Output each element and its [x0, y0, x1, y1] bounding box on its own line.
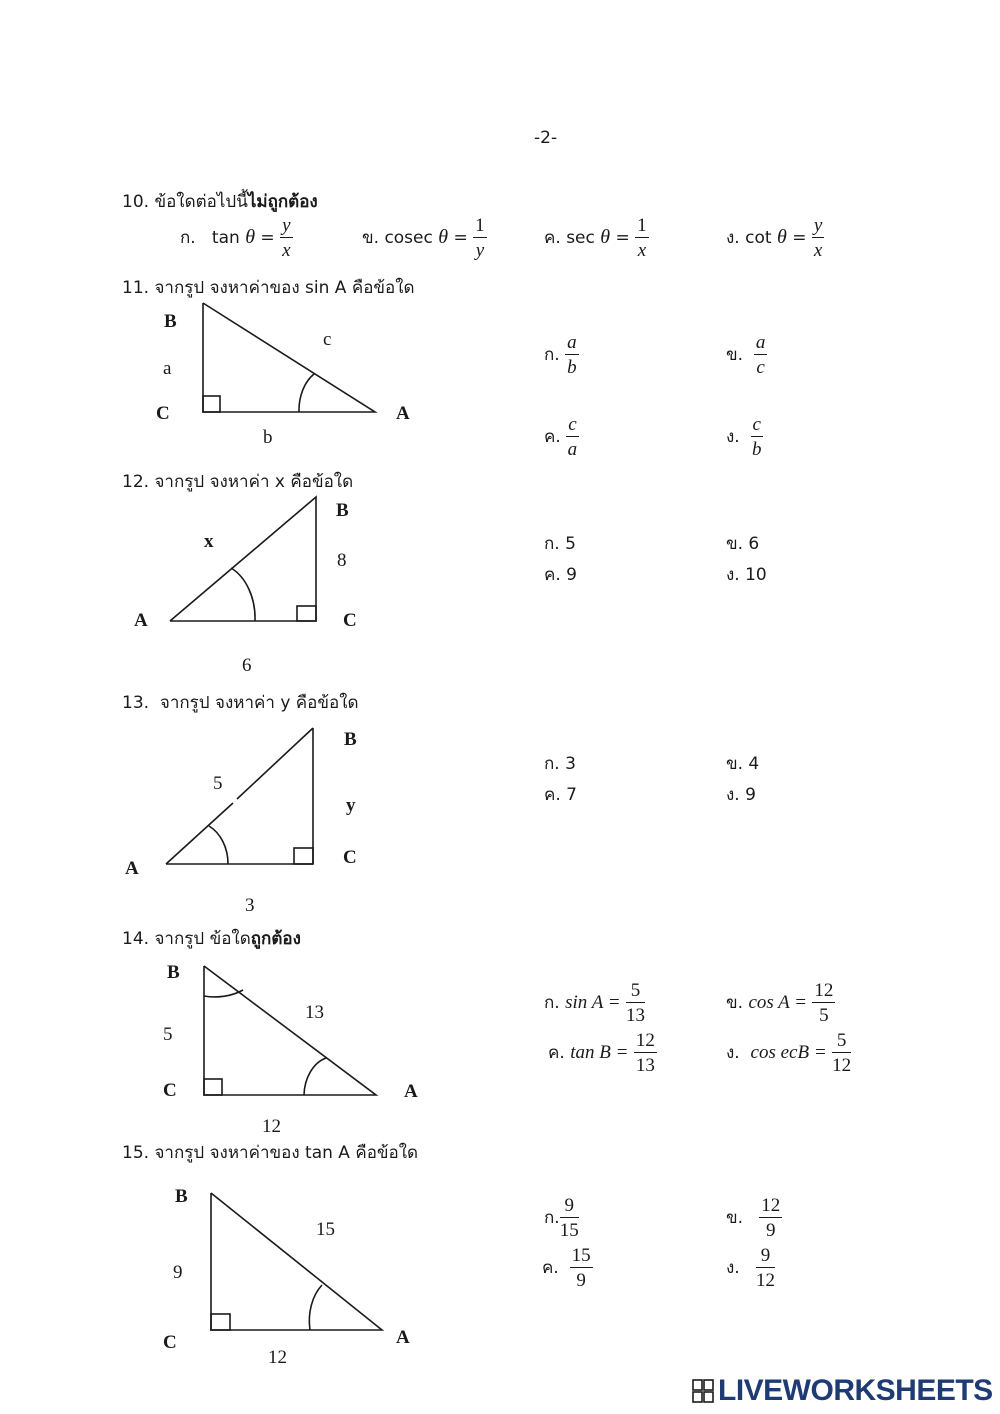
- vertex-label: C: [163, 1332, 177, 1353]
- option-prefix: ง.: [726, 1043, 740, 1063]
- option-prefix: ข.: [362, 228, 380, 248]
- option-14-b[interactable]: [726, 981, 835, 1025]
- side-label: 15: [316, 1219, 335, 1240]
- fraction: $\frac{9}{12}$: [755, 1245, 775, 1291]
- option-prefix: ข.: [726, 345, 744, 365]
- fraction: $\frac{12}{13}$: [635, 1030, 655, 1076]
- option-expression: cos ecB =: [750, 1042, 827, 1063]
- question-number: 12.: [122, 472, 150, 492]
- option-function: cot: [745, 228, 772, 248]
- option-prefix: ง.: [726, 228, 740, 248]
- brand-name: LIVEWORKSHEETS: [718, 1374, 993, 1407]
- triangle-diagram-11: [150, 295, 430, 455]
- fraction: $\frac{y}{x}$: [813, 215, 823, 261]
- question-10: [122, 188, 318, 215]
- vertex-label: A: [396, 403, 410, 424]
- option-13-d[interactable]: ง. 9: [726, 785, 756, 805]
- fraction: $\frac{c}{a}$: [567, 414, 578, 460]
- fraction: $\frac{5}{12}$: [832, 1030, 852, 1076]
- fraction: $\frac{a}{b}$: [567, 332, 577, 378]
- option-15-b[interactable]: [726, 1196, 782, 1240]
- side-label: x: [204, 531, 214, 552]
- triangle-diagram-15: [200, 1185, 390, 1340]
- vertex-label: A: [396, 1327, 410, 1348]
- triangle-diagram-13: [155, 720, 325, 870]
- side-label: 5: [163, 1024, 173, 1045]
- side-label: b: [263, 427, 273, 448]
- question-number: 10.: [122, 192, 150, 212]
- option-12-a[interactable]: ก. 5: [544, 534, 576, 554]
- vertex-label: B: [164, 311, 177, 332]
- vertex-label: A: [125, 858, 139, 879]
- option-prefix: ข.: [726, 1208, 744, 1228]
- option-10-c[interactable]: [544, 216, 649, 260]
- question-prompt: จากรูป จงหาค่า x คือข้อใด: [154, 472, 354, 492]
- vertex-label: C: [156, 403, 170, 424]
- side-label: 12: [268, 1347, 287, 1368]
- option-expression: sin A =: [565, 992, 621, 1013]
- vertex-label: C: [163, 1080, 177, 1101]
- vertex-label: B: [167, 962, 180, 983]
- option-13-c[interactable]: ค. 7: [544, 785, 577, 805]
- triangle-diagram-14: [195, 960, 385, 1100]
- option-12-d[interactable]: ง. 10: [726, 565, 767, 585]
- question-number: 13.: [122, 693, 150, 713]
- option-11-b[interactable]: [726, 333, 767, 377]
- side-label: y: [346, 795, 356, 816]
- theta-symbol: θ: [600, 226, 611, 248]
- vertex-label: C: [343, 847, 357, 868]
- option-prefix: ค.: [542, 1258, 559, 1278]
- liveworksheets-logo: [692, 1375, 993, 1407]
- equals-sign: =: [260, 228, 275, 248]
- theta-symbol: θ: [438, 226, 449, 248]
- fraction: $\frac{9}{15}$: [559, 1195, 579, 1241]
- question-prompt-emphasis: ถูกต้อง: [250, 929, 301, 949]
- option-prefix: ง.: [726, 1258, 740, 1278]
- option-15-a[interactable]: [544, 1196, 579, 1240]
- theta-symbol: θ: [245, 226, 256, 248]
- vertex-label: B: [336, 500, 349, 521]
- theta-symbol: θ: [776, 226, 787, 248]
- logo-grid-icon: [692, 1378, 714, 1404]
- question-prompt: จากรูป ข้อใด: [154, 929, 251, 949]
- vertex-label: A: [134, 610, 148, 631]
- question-prompt: จากรูป จงหาค่า y คือข้อใด: [159, 693, 359, 713]
- option-prefix: ค.: [548, 1043, 565, 1063]
- option-function: cosec: [384, 228, 433, 248]
- option-function: sec: [566, 228, 595, 248]
- question-number: 11.: [122, 278, 150, 298]
- question-prompt-emphasis: ไม่ถูกต้อง: [247, 192, 318, 212]
- side-label: 3: [245, 895, 255, 916]
- side-label: 13: [305, 1002, 324, 1023]
- option-14-c[interactable]: [548, 1031, 657, 1075]
- vertex-label: C: [343, 610, 357, 631]
- triangle-diagram-12: [160, 490, 340, 630]
- vertex-label: B: [175, 1186, 188, 1207]
- question-number: 14.: [122, 929, 150, 949]
- option-expression: cos A =: [748, 992, 808, 1013]
- vertex-label: A: [404, 1081, 418, 1102]
- side-label: c: [323, 329, 332, 350]
- option-10-b[interactable]: [362, 216, 487, 260]
- option-15-d[interactable]: [726, 1246, 775, 1290]
- option-13-b[interactable]: ข. 4: [726, 754, 760, 774]
- option-prefix: ข.: [726, 993, 744, 1013]
- option-15-c[interactable]: [542, 1246, 593, 1290]
- option-11-a[interactable]: [544, 333, 579, 377]
- fraction: $\frac{5}{13}$: [625, 980, 645, 1026]
- fraction: $\frac{1}{x}$: [637, 215, 647, 261]
- side-label: 5: [213, 773, 223, 794]
- question-15: [122, 1139, 418, 1166]
- fraction: $\frac{1}{y}$: [475, 215, 485, 261]
- option-prefix: ง.: [726, 427, 740, 447]
- equals-sign: =: [615, 228, 630, 248]
- option-11-c[interactable]: [544, 415, 579, 459]
- side-label: 9: [173, 1262, 183, 1283]
- option-prefix: ค.: [544, 228, 561, 248]
- option-14-a[interactable]: [544, 981, 645, 1025]
- option-prefix: ก.: [180, 228, 196, 248]
- vertex-label: B: [344, 729, 357, 750]
- option-prefix: ก.: [544, 1208, 560, 1228]
- option-12-b[interactable]: ข. 6: [726, 534, 760, 554]
- side-label: 6: [242, 655, 252, 676]
- fraction: $\frac{c}{b}$: [752, 414, 762, 460]
- option-10-a[interactable]: [180, 216, 293, 260]
- option-expression: tan B =: [570, 1042, 629, 1063]
- fraction: $\frac{12}{9}$: [761, 1195, 781, 1241]
- fraction: $\frac{15}{9}$: [571, 1245, 591, 1291]
- fraction: $\frac{a}{c}$: [755, 332, 766, 378]
- option-prefix: ค.: [544, 427, 561, 447]
- option-11-d[interactable]: [726, 415, 763, 459]
- option-prefix: ก.: [544, 993, 560, 1013]
- question-number: 15.: [122, 1143, 150, 1163]
- option-function: tan: [211, 228, 240, 248]
- option-14-d[interactable]: [726, 1031, 851, 1075]
- fraction: $\frac{y}{x}$: [282, 215, 291, 261]
- fraction: $\frac{12}{5}$: [814, 980, 834, 1026]
- question-13: [122, 689, 359, 716]
- page-number: -2-: [534, 128, 558, 148]
- side-label: 12: [262, 1116, 281, 1137]
- question-14: [122, 925, 301, 952]
- question-prompt: จากรูป จงหาค่าของ tan A คือข้อใด: [154, 1143, 419, 1163]
- side-label: a: [163, 358, 172, 379]
- option-13-a[interactable]: ก. 3: [544, 754, 576, 774]
- equals-sign: =: [453, 228, 468, 248]
- question-prompt: ข้อใดต่อไปนี้: [154, 192, 248, 212]
- option-prefix: ก.: [544, 345, 560, 365]
- question-prompt: จากรูป จงหาค่าของ sin A คือข้อใด: [154, 278, 415, 298]
- equals-sign: =: [792, 228, 807, 248]
- side-label: 8: [337, 550, 347, 571]
- option-12-c[interactable]: ค. 9: [544, 565, 577, 585]
- option-10-d[interactable]: [726, 216, 824, 260]
